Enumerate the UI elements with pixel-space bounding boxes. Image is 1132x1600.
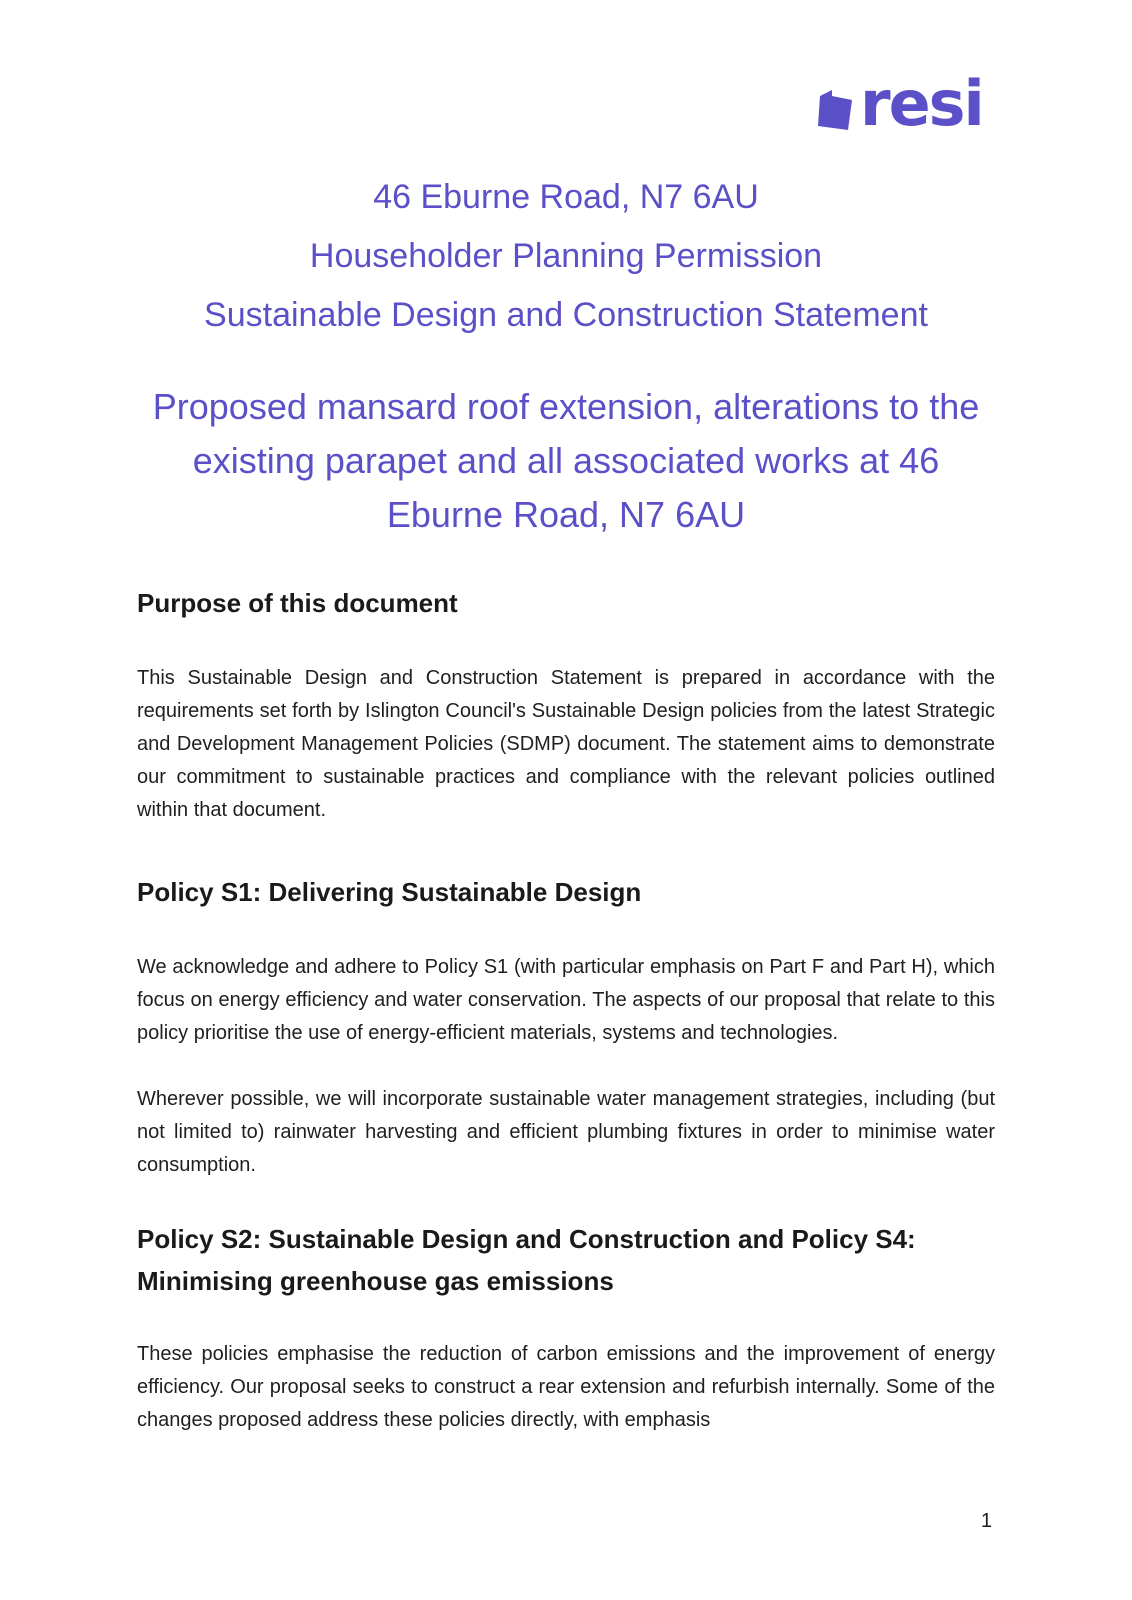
title-application-type: Householder Planning Permission — [309, 237, 823, 275]
document-title — [100, 168, 1032, 345]
paragraph-policy-s1-water: Wherever possible, we will incorporate sustainable water management strategies, including (but not limited to) rainwater harvesting and efficient plumbing fixtures in order to minimise water consumption. — [137, 1088, 995, 1176]
paragraph-policy-s1-energy: We acknowledge and adhere to Policy S1 (with particular emphasis on Part F and Part H), which focus on energy efficiency and water conservation. The aspects of our proposal that relate to this policy prioritise the use of energy-efficient materials, systems and technologies. — [137, 956, 995, 1044]
heading-purpose: Purpose of this document — [137, 588, 458, 618]
folded-paper-icon — [818, 86, 854, 132]
proposal-description: Proposed mansard roof extension, alterations to the existing parapet and all associated works at 46 Eburne Road, N7 6AU — [152, 386, 980, 535]
heading-policy-s1: Policy S1: Delivering Sustainable Design — [137, 877, 642, 907]
paragraph-purpose: This Sustainable Design and Construction Statement is prepared in accordance with the requirements set forth by Islington Council's Sustainable Design policies from the latest Strategic and Development Management Policies (SDMP) document. The statement aims to demonstrate our commitment to sustainable practices and compliance with the relevant policies outlined within that document. — [137, 667, 995, 821]
brand-logo — [818, 67, 998, 140]
heading-policy-s2-s4: Policy S2: Sustainable Design and Construction and Policy S4: Minimising greenhouse gas emissions — [137, 1224, 916, 1296]
document-body — [137, 582, 995, 1437]
title-address: 46 Eburne Road, N7 6AU — [373, 178, 759, 216]
page-number: 1 — [980, 1510, 992, 1532]
brand-name: resi — [860, 67, 983, 140]
title-statement-name: Sustainable Design and Construction Statement — [204, 296, 928, 334]
paragraph-policy-s2-s4: These policies emphasise the reduction of carbon emissions and the improvement of energy efficiency. Our proposal seeks to construct a rear extension and refurbish internally. Some of the changes proposed address these policies directly, with emphasis — [137, 1343, 995, 1431]
